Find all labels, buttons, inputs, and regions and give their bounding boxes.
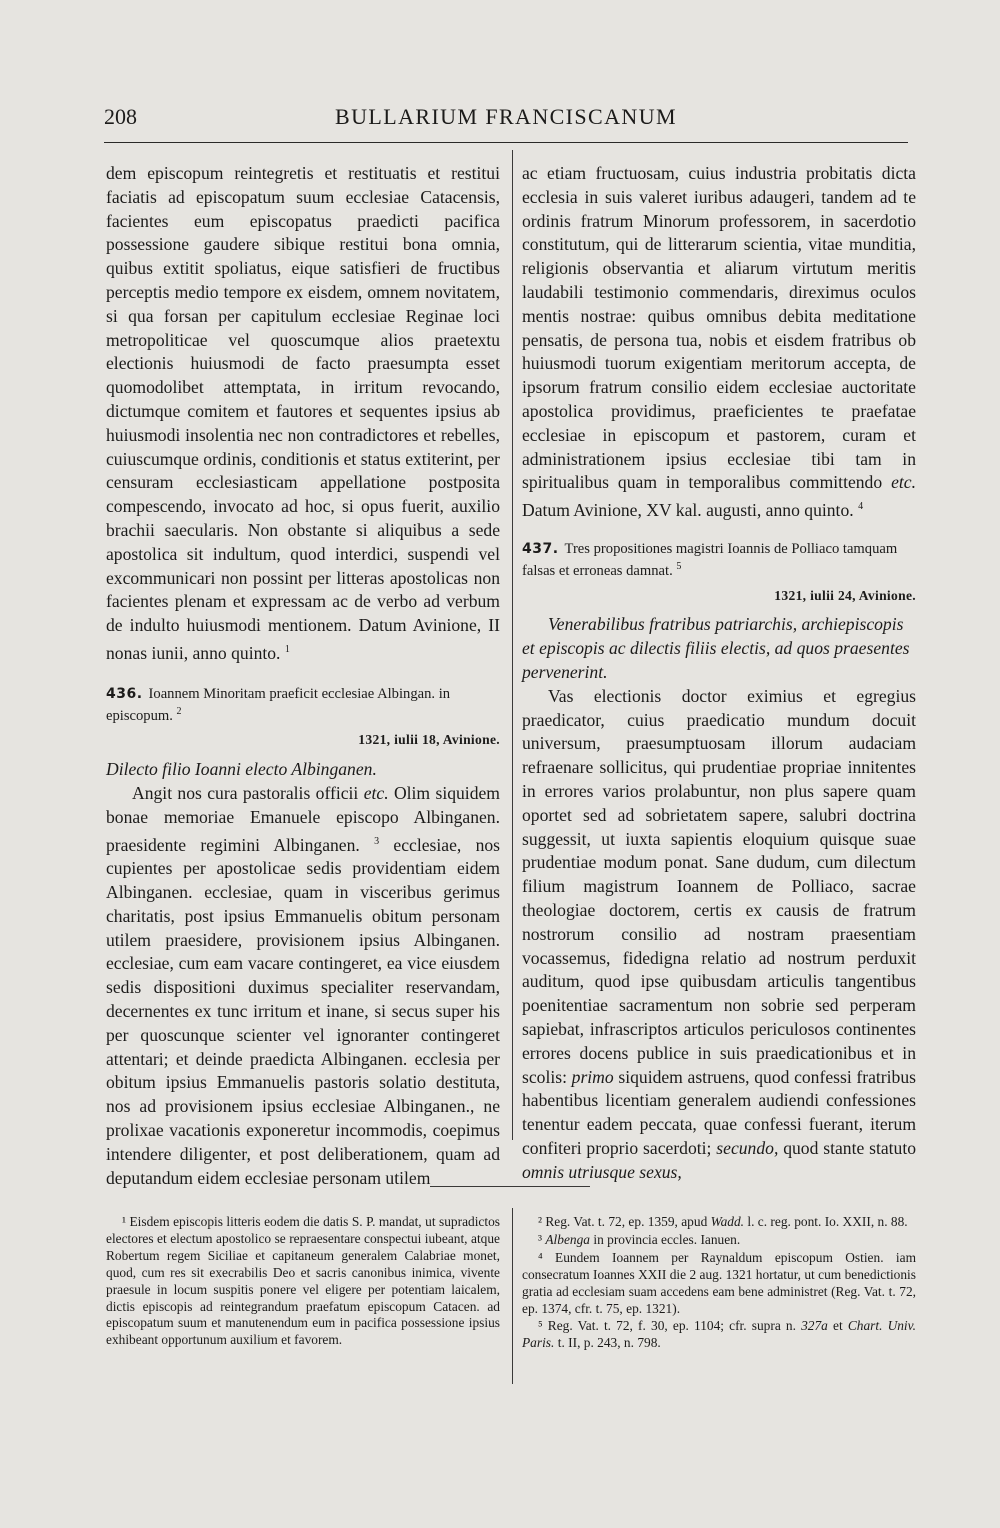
spacer	[106, 666, 500, 686]
text-run: Vas electionis doctor eximius et egregius praedicator, cuius praedicatio mundum docuit universum, praesumptuosam illorum audaciam refraenare sollicitus, qui prudentiae propriae innitentes in errores varios prolabuntur, non plus sapere quam oportet sed ad sobrietatem sapere, salubri doctrina suggessit, ut iuxta sapientis eloquium quisque suae prudentiae modum ponat. Sane dudum, cum dilectum filium magistrum Ioannem de Polliaco, sacrae theologiae doctorem, certis ex causis de fratrum nostrorum consilio ad nostram praesentiam vocassemus, fidedigna relatio ad nostrum perduxit auditum, quod ipse quibusdam articulis tangentibus poenitentiae sacramentum non sobrie sed perperam sapiebat, infrascriptos articulos periculosos continentes errores docens publice in suis praedicationibus et in scolis:	[522, 685, 916, 1087]
page-number: 208	[104, 104, 137, 129]
spacer	[522, 523, 916, 541]
header-rule	[104, 142, 908, 143]
footnote-rule	[430, 1186, 590, 1187]
text-run: Datum Avinione, XV kal. augusti, anno quinto.	[522, 500, 854, 521]
text-run: et	[833, 1318, 843, 1334]
footnote-1: ¹ Eisdem episcopis litteris eodem die datis S. P. mandat, ut supradictos electores et electum apostolico se repraesentare conspectui iubeant, atque Robertum regem Siciliae et capitaneum generalem Calabriae monet, quod, cum res sit execrabilis Deo et sacris canonibus inimica, vivente praesule in locum suspitis ponere vel eligere per potentiam laicalem, dictis episcopis ad reintegrandum praefatum episcopum Catacen. ad episcopatum suum et manutenendum eum in pacifica possessione ipsius exhibeant opportunum auxilium et favorem.	[106, 1214, 500, 1348]
text-run-italic: secundo,	[716, 1138, 779, 1158]
text-run-italic: Wadd.	[710, 1214, 744, 1229]
footnotes-right	[522, 1214, 916, 1353]
text-run: siquidem astruens, quod confessi fratribus habentibus licentiam generalem audiendi confessiones tenentur eadem peccata, quae confessi fuerant, iterum confiteri proprio sacerdoti;	[522, 1066, 916, 1158]
text-run: in provincia eccles. Ianuen.	[593, 1231, 741, 1247]
text-run-italic: etc.	[363, 783, 389, 804]
summary-text: Tres propositiones magistri Ioannis de Polliaco tamquam falsas et erroneas damnat.	[522, 540, 898, 579]
text-run-italic: primo	[571, 1066, 614, 1087]
footnote-ref: 4	[858, 501, 864, 513]
running-title: BULLARIUM FRANCISCANUM	[335, 104, 677, 129]
summary-text: Ioannem Minoritam praeficit ecclesiae Albingan. in episcopum.	[106, 685, 451, 724]
paragraph-continuation	[106, 162, 500, 666]
footnotes-left	[106, 1214, 500, 1350]
footnote-ref: 3	[374, 835, 380, 847]
entry-436-body	[106, 782, 500, 1190]
text-run: l. c. reg. pont. Io. XXII, n. 88.	[747, 1214, 908, 1229]
footnote-ref: 5	[676, 560, 682, 572]
entry-436-summary	[106, 686, 500, 725]
entry-number: 436.	[106, 685, 143, 702]
entry-436-address: Dilecto filio Ioanni electo Albinganen.	[106, 759, 377, 780]
entry-437-address: Venerabilibus fratribus patriarchis, archiepiscopis et episcopis ac dilectis filiis electis, ad quos praesentes pervenerint.	[522, 614, 910, 683]
footnote-5	[522, 1318, 916, 1352]
entry-436-body-continued	[522, 162, 916, 523]
text-run: ⁵ Reg. Vat. t. 72, f. 30, ep. 1104; cfr. supra n.	[538, 1318, 796, 1334]
text-run: dem episcopum reintegretis et restituatis et restitui faciatis ad episcopatum suum ecclesiae Catacensis, facientes eum episcopatus praedicti pacifica possessione gaudere sibique restitui bona omnia, quibus extitit spoliatus, eique satisfieri de fructibus perceptis medio tempore ex eisdem, omnem novitatem, si qua forsan per capitulum ecclesiae Reginae loci metropoliticae vel quoscumque alios praetextu electionis huiusmodi de facto praesumpta esset quomodolibet attemptata, in irritum revocando, dictumque comitem et fautores et sequentes ipsius ab huiusmodi insolentia nec non contradictores et rebelles, cuiuscumque ordinis, conditionis et status extiterint, per censuram ecclesiasticam appellatione postposita compescendo, invocato ad hoc, si opus fuerit, auxilio brachii saecularis. Non obstante si aliquibus a sede apostolica sit indultum, quod interdici, suspendi vel excommunicari non possint per litteras apostolicas non facientes plenam et expressam ac de verbo ad verbum de indulto huiusmodi mentionem. Datum Avinione, II nonas iunii, anno quinto.	[106, 163, 500, 663]
column-rule	[512, 150, 513, 1140]
text-run: ² Reg. Vat. t. 72, ep. 1359, apud	[538, 1214, 708, 1229]
text-run-italic: etc.	[891, 472, 916, 493]
text-run: Olim siquidem bonae memoriae Emanuele episcopo Albinganen. praesidente regimini Albinganen.	[106, 783, 500, 855]
entry-437-date: 1321, iulii 24, Avinione.	[774, 587, 916, 603]
text-run-italic: 327a	[801, 1318, 828, 1334]
text-run: ecclesiae, nos cupientes per apostolicae sedis providentiam eidem Albinganen. ecclesiae, quam in visceribus gerimus charitatis, post ipsius Emmanuelis obitum personam utilem praesidere, provisionem ipsius Albinganen. ecclesiae, cum eam vacare contingeret, ea vice eiusdem sedis dispositioni duximus specialiter reservandam, decernentes ex tunc irritum et inane, si secus super his per quoscunque scienter vel ignoranter contingeret attentari; et deinde praedicta Albinganen. ecclesia per obitum ipsius Emmanuelis pastoris solatio destituta, nos ad provisionem ipsius ecclesiae Albinganen., ne prolixae vacationis exponeretur incommodis, coepimus intendere diligenter, et post deliberationem, quam ad deputandum eidem ecclesiae personam utilem	[106, 834, 501, 1188]
text-run-italic: Chart. Univ. Paris.	[522, 1318, 916, 1351]
text-run-italic: Albenga	[545, 1231, 590, 1247]
text-run: ³	[538, 1231, 543, 1247]
running-header	[104, 104, 908, 134]
entry-number: 437.	[522, 540, 559, 557]
footnote-4: ⁴ Eundem Ioannem per Raynaldum episcopum Ostien. iam consecratum Ioannes XXII die 2 aug. 1321 hortatur, ut cum benedictionis gratia ad ecclesiam suam accedens eam bene administret (Reg. Vat. t. 72, ep. 1374, cfr. t. 75, ep. 1321).	[522, 1249, 916, 1316]
footnote-ref: 1	[284, 643, 290, 655]
footnote-ref: 2	[176, 705, 182, 717]
entry-437-body	[522, 685, 916, 1185]
footnote-column-rule	[512, 1208, 513, 1384]
text-run: Angit nos cura pastoralis officii	[132, 783, 359, 804]
text-run-italic: omnis utriusque sexus,	[522, 1161, 682, 1182]
left-column	[106, 162, 500, 1190]
entry-436-date: 1321, iulii 18, Avinione.	[358, 732, 500, 748]
entry-437-summary	[522, 541, 916, 580]
footnote-3	[522, 1232, 916, 1249]
text-run: ac etiam fructuosam, cuius industria probitatis dicta ecclesia in suis valeret iuribus adaugeri, tandem ad te ordinis fratrum Minorum professorem, in sacerdotio constitutum, qui de litterarum scientia, vitae munditia, religionis observantia et aliarum virtutum meritis laudabili testimonio commendaris, direximus oculos mentis nostrae: quibus omnibus debita meditatione pensatis, de persona tua, nobis et eisdem fratribus ob huiusmodi tuorum exigentiam meritorum accepta, de ipsorum fratrum consilio eidem ecclesiae auctoritate apostolica providimus, praeficientes te praefatae ecclesiae in episcopum et pastorem, curam et administrationem ipsius ecclesiae tibi tam in spiritualibus quam in temporalibus committendo	[522, 163, 916, 493]
text-run: quod stante statuto	[783, 1138, 917, 1158]
right-column	[522, 162, 916, 1185]
text-run: t. II, p. 243, n. 798.	[557, 1335, 661, 1351]
footnote-2	[522, 1214, 916, 1231]
